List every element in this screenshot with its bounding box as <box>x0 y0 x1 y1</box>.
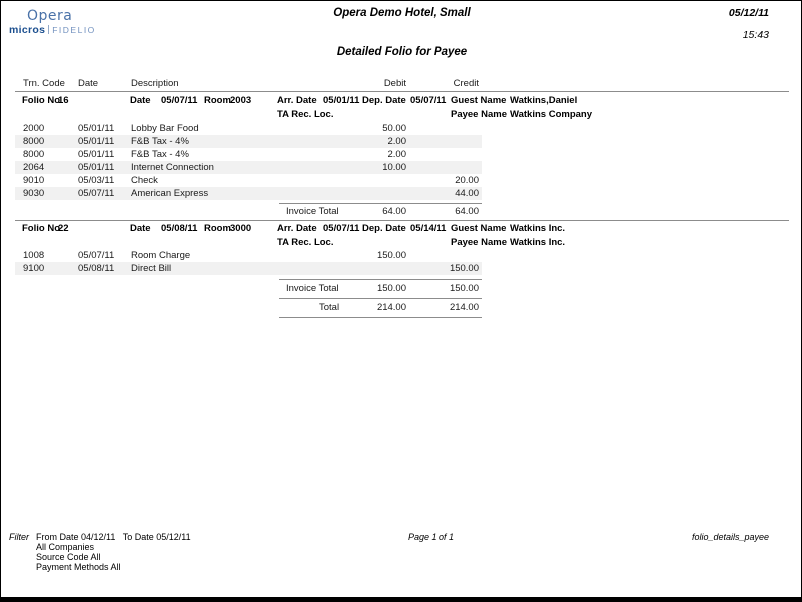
report-time: 15:43 <box>742 29 769 41</box>
folio-date-label: Date <box>130 95 151 106</box>
invoice-total-row <box>15 205 482 218</box>
trn-credit-cell: 44.00 <box>455 188 479 199</box>
trn-code-cell: 1008 <box>23 250 45 261</box>
folio-header-row <box>15 223 789 235</box>
column-credit: Credit <box>453 78 479 89</box>
trn-credit-cell <box>406 122 482 135</box>
trn-code-cell: 8000 <box>23 149 45 160</box>
guest-name-value: Watkins,Daniel <box>510 95 578 106</box>
trn-date-cell: 05/08/11 <box>78 263 115 274</box>
trn-debit-cell: 2.00 <box>387 136 406 147</box>
column-date: Date <box>78 78 99 89</box>
trn-debit-cell: 150.00 <box>376 250 406 261</box>
folio-header-row-2 <box>15 237 789 249</box>
trn-debit-cell: 2.00 <box>387 149 406 160</box>
arr-date-label: Arr. Date <box>277 223 317 234</box>
logo-divider <box>48 25 49 34</box>
fidelio-logo-text: FIDELIO <box>52 25 96 35</box>
folio-header-row <box>15 95 789 107</box>
dep-date-label: Dep. Date <box>362 95 406 106</box>
transaction-row <box>15 174 482 187</box>
dep-date-value: 05/07/11 <box>410 95 447 106</box>
trn-desc-cell: Internet Connection <box>131 162 214 173</box>
report-date: 05/12/11 <box>728 7 769 19</box>
trn-desc-cell: American Express <box>131 188 209 199</box>
report-file-name: folio_details_payee <box>691 532 769 542</box>
ta-rec-loc-label: TA Rec. Loc. <box>277 109 334 120</box>
folio-date-value: 05/07/11 <box>161 95 198 106</box>
trn-code-cell: 8000 <box>23 136 45 147</box>
transaction-row <box>15 262 482 275</box>
grand-total-credit: 214.00 <box>449 302 479 313</box>
folio-no-value: 22 <box>58 223 69 234</box>
trn-debit-cell: 50.00 <box>382 123 406 134</box>
invoice-total-credit: 64.00 <box>455 206 479 217</box>
folio-date-label: Date <box>130 223 151 234</box>
ta-rec-loc-label: TA Rec. Loc. <box>277 237 334 248</box>
payee-name-label: Payee Name <box>451 109 507 120</box>
trn-code-cell: 2064 <box>23 162 45 173</box>
filter-date-range: From Date 04/12/11 To Date 05/12/11 <box>36 532 191 542</box>
folio-header-row-2 <box>15 109 789 121</box>
invoice-total-rule <box>279 203 482 204</box>
transaction-row <box>15 161 482 174</box>
micros-fidelio-logo <box>9 24 96 36</box>
header-rule <box>15 91 789 92</box>
trn-code-cell: 9100 <box>23 263 45 274</box>
invoice-total-debit: 150.00 <box>376 283 406 294</box>
room-label: Room <box>204 95 231 106</box>
trn-credit-cell <box>406 249 482 262</box>
filter-companies: All Companies <box>36 542 95 552</box>
dep-date-value: 05/14/11 <box>410 223 447 234</box>
transaction-row <box>15 122 482 135</box>
arr-date-label: Arr. Date <box>277 95 317 106</box>
filter-payment-methods: Payment Methods All <box>36 562 121 572</box>
folio-date-value: 05/08/11 <box>161 223 198 234</box>
invoice-total-rule <box>279 279 482 280</box>
column-description: Description <box>131 78 179 89</box>
trn-code-cell: 9030 <box>23 188 45 199</box>
grand-total-debit: 214.00 <box>376 302 406 313</box>
trn-desc-cell: Room Charge <box>131 250 191 261</box>
transaction-row <box>15 135 482 148</box>
folio-no-value: 16 <box>58 95 69 106</box>
trn-credit-cell: 20.00 <box>455 175 479 186</box>
invoice-total-label: Invoice Total <box>286 283 339 294</box>
trn-date-cell: 05/03/11 <box>78 175 115 186</box>
folio-16-transactions <box>15 122 482 200</box>
trn-credit-cell <box>406 161 482 174</box>
trn-debit-cell <box>292 262 406 275</box>
trn-desc-cell: F&B Tax - 4% <box>131 149 189 160</box>
folio-separator-rule <box>15 220 789 221</box>
payee-name-label: Payee Name <box>451 237 507 248</box>
transaction-row <box>15 249 482 262</box>
room-label: Room <box>204 223 231 234</box>
invoice-total-debit: 64.00 <box>382 206 406 217</box>
grand-total-label: Total <box>319 302 340 313</box>
trn-credit-cell: 150.00 <box>449 263 479 274</box>
trn-date-cell: 05/01/11 <box>78 136 115 147</box>
arr-date-value: 05/01/11 <box>323 95 360 106</box>
invoice-total-row <box>15 282 482 295</box>
micros-logo-text: micros <box>9 24 46 36</box>
room-value: 3000 <box>230 223 252 234</box>
grand-total-rule-top <box>279 298 482 299</box>
transaction-row <box>15 187 482 200</box>
folio-22-transactions <box>15 249 482 275</box>
trn-date-cell: 05/01/11 <box>78 149 115 160</box>
trn-desc-cell: Direct Bill <box>131 263 172 274</box>
page-number: Page 1 of 1 <box>407 532 455 542</box>
trn-code-cell: 9010 <box>23 175 45 186</box>
filter-source-code: Source Code All <box>36 552 101 562</box>
trn-debit-cell <box>292 174 406 187</box>
column-header-row <box>15 78 789 90</box>
trn-desc-cell: F&B Tax - 4% <box>131 136 189 147</box>
guest-name-label: Guest Name <box>451 95 507 106</box>
folio-no-label: Folio No <box>22 223 60 234</box>
trn-desc-cell: Check <box>131 175 158 186</box>
folio-no-label: Folio No <box>22 95 60 106</box>
column-trn-code: Trn. Code <box>23 78 65 89</box>
trn-credit-cell <box>406 148 482 161</box>
invoice-total-label: Invoice Total <box>286 206 339 217</box>
trn-date-cell: 05/07/11 <box>78 188 115 199</box>
transaction-row <box>15 148 482 161</box>
trn-credit-cell <box>406 135 482 148</box>
guest-name-value: Watkins Inc. <box>510 223 566 234</box>
page-title: Detailed Folio for Payee <box>336 46 468 58</box>
trn-date-cell: 05/01/11 <box>78 162 115 173</box>
grand-total-row <box>15 301 482 314</box>
invoice-total-credit: 150.00 <box>449 283 479 294</box>
trn-debit-cell: 10.00 <box>382 162 406 173</box>
filter-label: Filter <box>9 532 29 542</box>
opera-logo: Opera <box>27 8 73 24</box>
payee-name-value: Watkins Company <box>510 109 592 120</box>
trn-debit-cell <box>292 187 406 200</box>
trn-date-cell: 05/07/11 <box>78 250 115 261</box>
trn-code-cell: 2000 <box>23 123 45 134</box>
grand-total-rule-bottom <box>279 317 482 318</box>
arr-date-value: 05/07/11 <box>323 223 360 234</box>
guest-name-label: Guest Name <box>451 223 507 234</box>
trn-date-cell: 05/01/11 <box>78 123 115 134</box>
dep-date-label: Dep. Date <box>362 223 406 234</box>
payee-name-value: Watkins Inc. <box>510 237 566 248</box>
room-value: 2003 <box>230 95 252 106</box>
column-debit: Debit <box>383 78 406 89</box>
trn-desc-cell: Lobby Bar Food <box>131 123 199 134</box>
hotel-name: Opera Demo Hotel, Small <box>333 7 471 19</box>
